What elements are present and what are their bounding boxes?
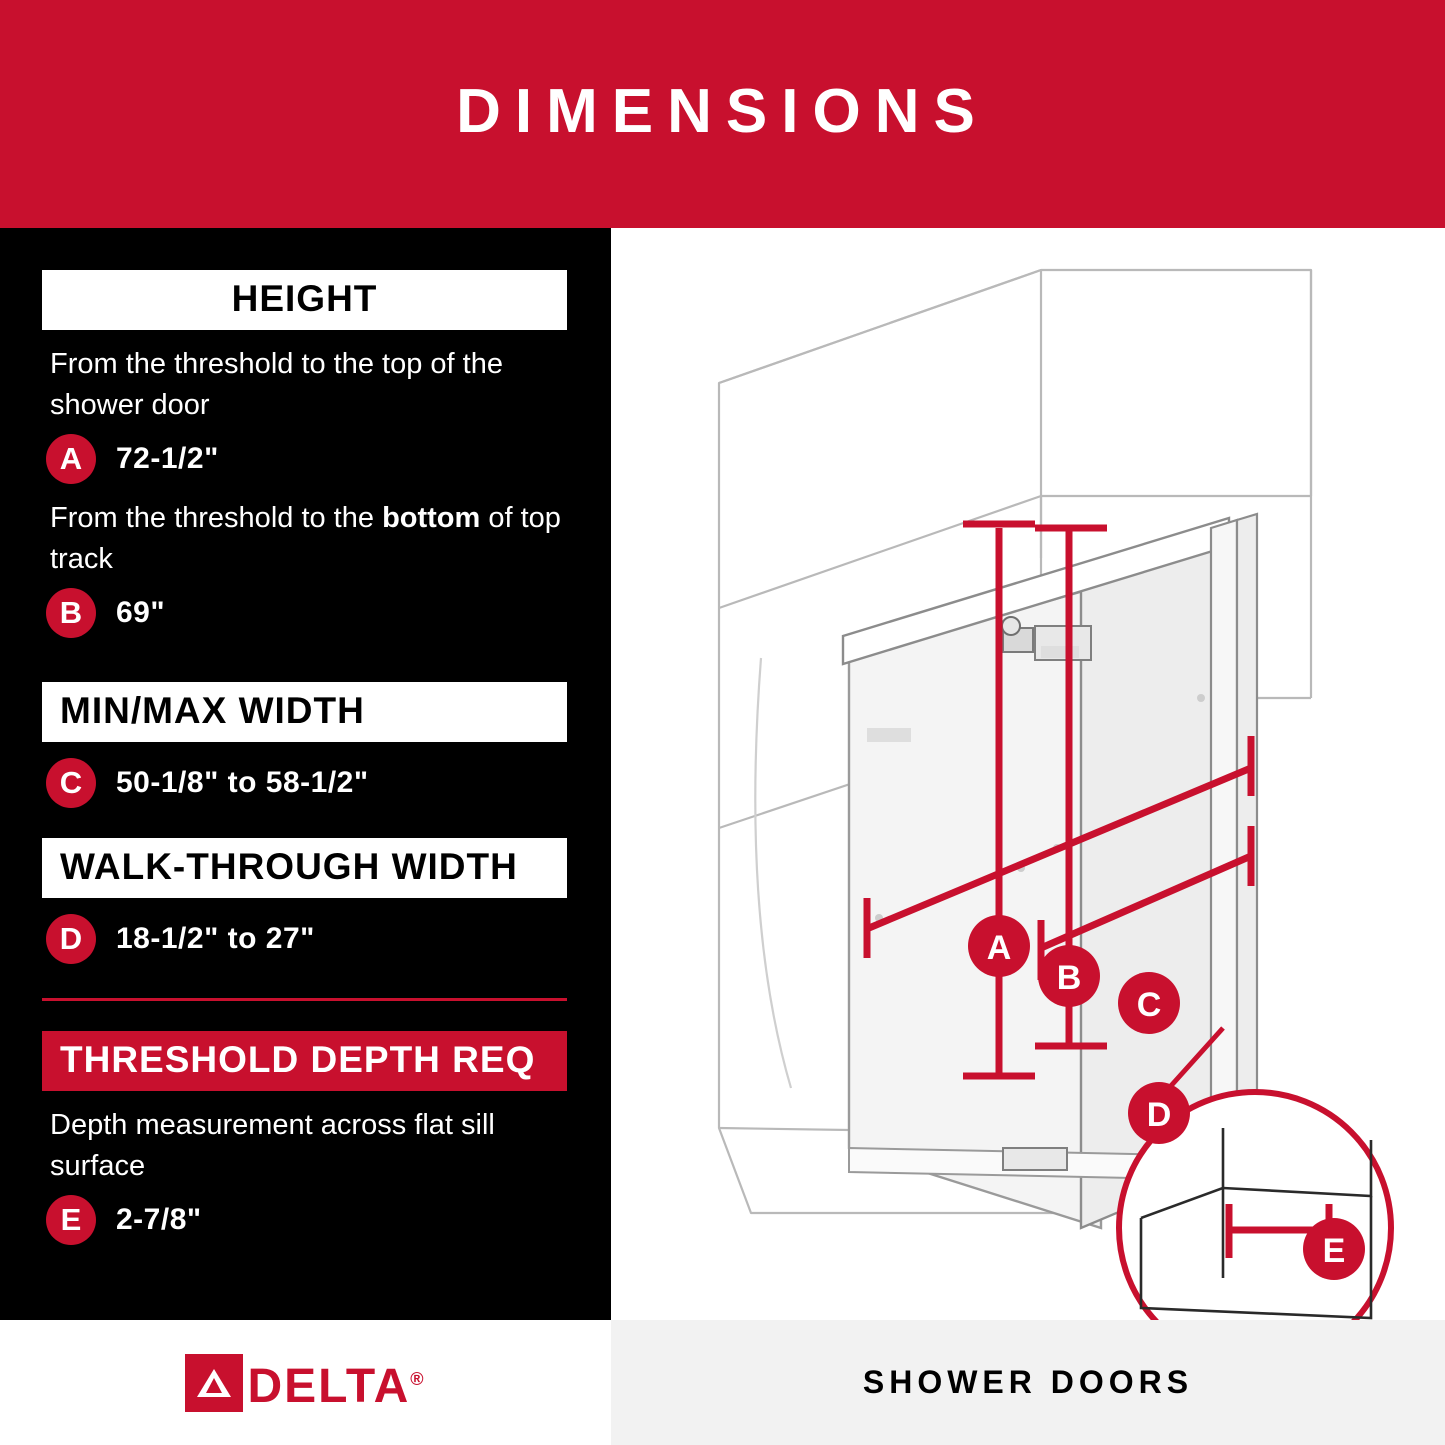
height-description-b-prefix: From the threshold to the [50,502,383,534]
page-footer [0,1320,1445,1445]
delta-registered-mark: ® [410,1368,426,1389]
brand-area [0,1320,611,1445]
delta-triangle-icon [185,1354,243,1412]
callout-label-b: B [1056,959,1082,997]
section-heading-minmax-width: MIN/MAX WIDTH [42,682,567,742]
page-title: DIMENSIONS [456,77,989,146]
spacer [42,742,567,752]
rear-glass-panel [849,586,1101,1228]
page-header [0,0,1445,228]
height-description-b-bold: bottom [382,502,481,534]
product-diagram [611,228,1445,1320]
specifications-panel [0,228,611,1320]
glass-dot [1197,694,1205,702]
callout-label-e: E [1322,1232,1346,1270]
category-area [611,1320,1445,1445]
delta-logo [185,1354,425,1412]
measurement-value-e: 2-7/8" [116,1203,202,1236]
measurement-row-e [46,1195,567,1245]
measurement-value-d: 18-1/2" to 27" [116,922,315,955]
measurement-value-b: 69" [116,596,166,629]
glass-label-front [1041,646,1079,658]
section-heading-threshold-depth: THRESHOLD DEPTH REQ [42,1031,567,1091]
callout-label-d: D [1146,1096,1172,1134]
triangle-icon [195,1366,233,1400]
section-divider [42,998,567,1001]
spacer [42,898,567,908]
delta-wordmark [247,1355,425,1411]
measurement-value-a: 72-1/2" [116,442,219,475]
height-description-b [50,498,567,580]
callout-label-c: C [1136,986,1162,1024]
glass-label-rear [867,728,911,742]
section-heading-height: HEIGHT [42,270,567,330]
badge-c: C [46,758,96,808]
measurement-row-b [46,588,567,638]
measurement-row-a [46,434,567,484]
badge-a: A [46,434,96,484]
delta-wordmark-text: DELTA [247,1359,411,1413]
spacer [42,816,567,838]
bottom-guide [1003,1148,1067,1170]
height-description-a: From the threshold to the top of the shower door [50,348,503,421]
badge-d: D [46,914,96,964]
badge-e: E [46,1195,96,1245]
section-heading-walkthrough-width: WALK-THROUGH WIDTH [42,838,567,898]
right-jamb [1211,520,1237,1168]
measurement-row-c [46,758,567,808]
measurement-value-c: 50-1/8" to 58-1/2" [116,766,369,799]
shower-door-illustration [611,228,1445,1320]
badge-b: B [46,588,96,638]
spacer [42,646,567,682]
category-label: SHOWER DOORS [862,1364,1194,1400]
measurement-row-d [46,914,567,964]
roller-wheel [1002,617,1020,635]
callout-label-a: A [986,929,1012,967]
height-description-b-suffix: of top track [50,502,561,575]
threshold-description: Depth measurement across flat sill surface [50,1109,495,1182]
